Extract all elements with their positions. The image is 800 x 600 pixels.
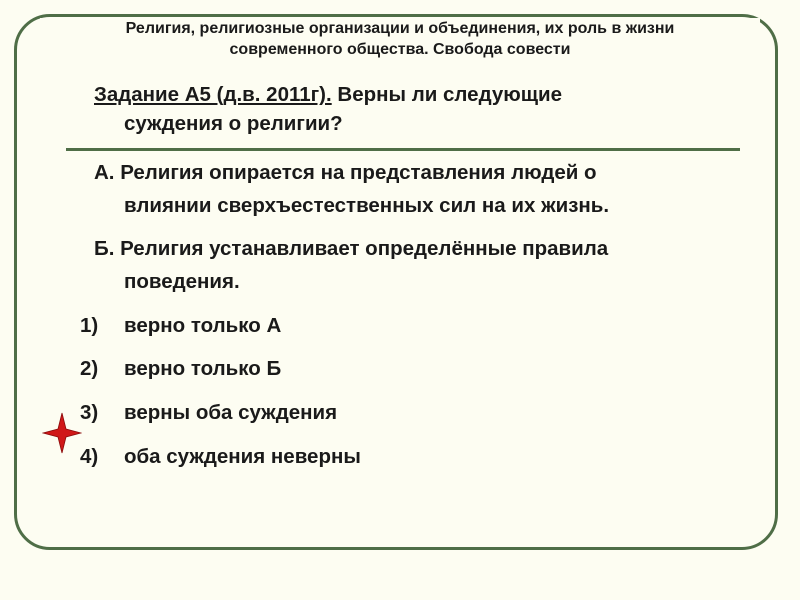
option-number: 1) — [80, 314, 99, 337]
option-text: оба суждения неверны — [124, 445, 361, 468]
option-text: верно только Б — [124, 357, 282, 380]
answer-option-3[interactable] — [80, 399, 337, 427]
statement-a — [94, 156, 784, 222]
statement-b-line1: Б. Религия устанавливает определённые правила — [94, 237, 609, 260]
option-text: верны оба суждения — [124, 401, 338, 424]
four-point-star-icon — [42, 412, 82, 454]
answer-option-1[interactable] — [80, 312, 281, 340]
option-number: 3) — [80, 401, 99, 424]
header-title-line2: современного общества. Свобода совести — [229, 41, 571, 58]
question-text-line1: Верны ли следующие — [331, 83, 563, 106]
option-number: 4) — [80, 445, 99, 468]
answer-option-4[interactable] — [80, 443, 361, 471]
question-text-line2: суждения о религии? — [124, 112, 343, 135]
question-prefix: Задание А5 (д.в. 2011г). — [94, 83, 332, 106]
answer-option-2[interactable] — [80, 355, 281, 383]
statement-b — [94, 232, 784, 298]
statement-b-line2: поведения. — [124, 270, 240, 293]
divider — [66, 148, 740, 151]
statement-a-line1: А. Религия опирается на представления людей о — [94, 161, 597, 184]
option-text: верно только А — [124, 314, 282, 337]
option-number: 2) — [80, 357, 99, 380]
header-title-line1: Религия, религиозные организации и объединения, их роль в жизни — [125, 20, 675, 37]
statement-a-line2: влиянии сверхъестественных сил на их жизнь. — [124, 194, 610, 217]
question — [94, 80, 774, 138]
slide-header — [40, 18, 760, 60]
